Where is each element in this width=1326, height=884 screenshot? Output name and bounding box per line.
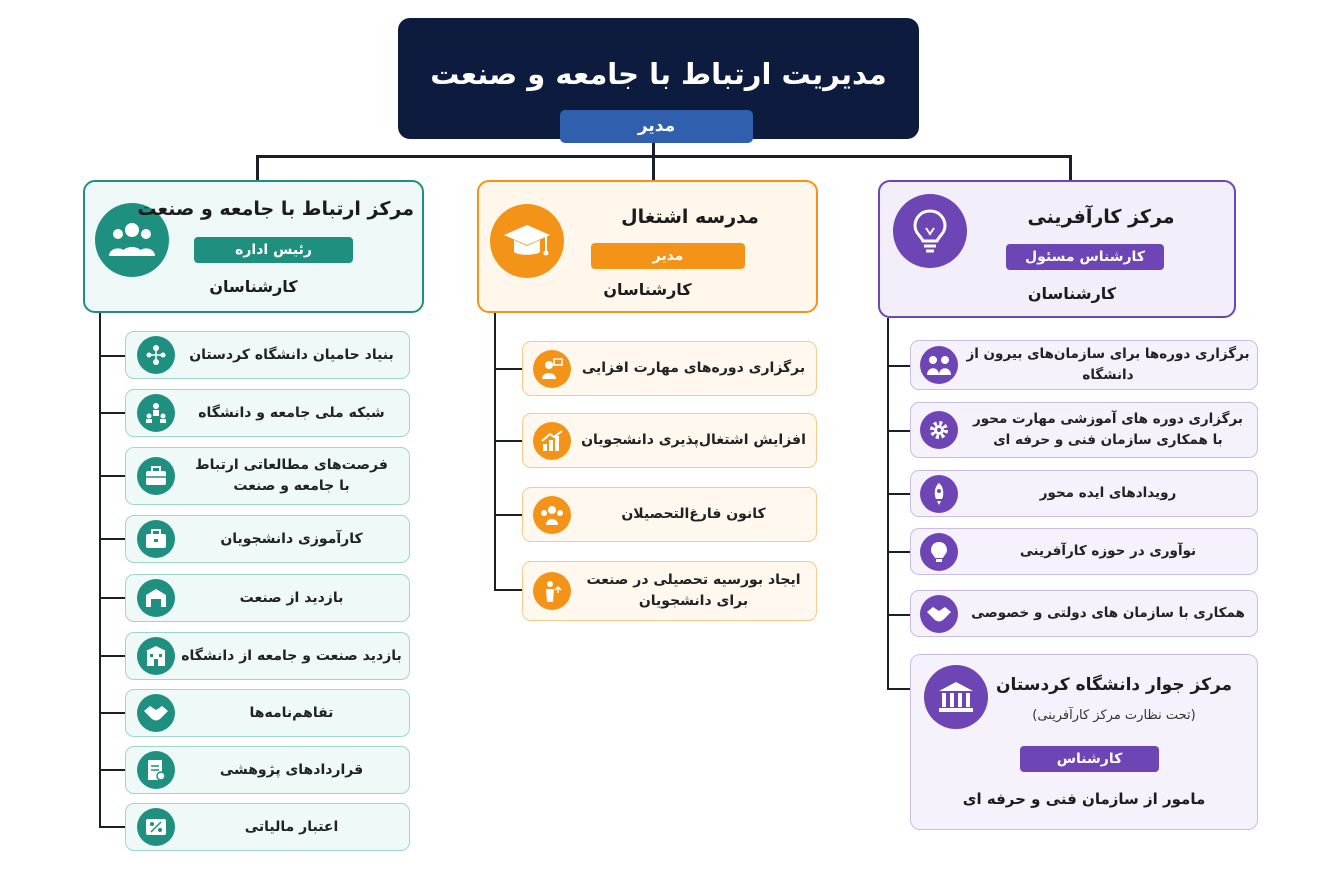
middle-head-role: مدیر — [591, 243, 745, 269]
graduation-cap-icon — [490, 204, 564, 278]
item-label: شبکه ملی جامعه و دانشگاه — [198, 404, 385, 421]
left-branch — [99, 655, 126, 657]
group-icon — [533, 496, 571, 534]
list-item — [910, 528, 1258, 575]
right-spine — [887, 318, 889, 690]
left-head-role: رئیس اداره — [194, 237, 353, 263]
middle-branch — [494, 514, 523, 516]
left-head-title: مرکز ارتباط با جامعه و صنعت — [137, 198, 414, 220]
right-branch — [887, 493, 911, 495]
top-title: مدیریت ارتباط با جامعه و صنعت — [430, 57, 887, 91]
list-item — [522, 341, 817, 396]
contract-icon — [137, 751, 175, 789]
list-item — [125, 803, 410, 851]
left-branch — [99, 355, 126, 357]
item-label: اعتبار مالیاتی — [244, 818, 339, 835]
left-branch — [99, 538, 126, 540]
middle-spine — [494, 313, 496, 591]
middle-head-box — [477, 180, 818, 313]
item-label: تفاهم‌نامه‌ها — [249, 704, 334, 721]
right-branch — [887, 430, 911, 432]
gear-icon — [920, 411, 958, 449]
right-branch — [887, 551, 911, 553]
handshake-icon — [920, 595, 958, 633]
building-icon — [137, 637, 175, 675]
list-item — [910, 340, 1258, 390]
item-label: کانون فارغ‌التحصیلان — [621, 506, 766, 522]
list-item — [910, 590, 1258, 637]
list-item — [910, 402, 1258, 458]
sub-center-role: کارشناس — [1020, 746, 1159, 772]
middle-branch — [494, 440, 523, 442]
right-head-box — [878, 180, 1236, 318]
right-head-staff: کارشناسان — [1027, 284, 1117, 303]
middle-head-title: مدرسه اشتغال — [621, 206, 759, 228]
item-label: بازدید صنعت و جامعه از دانشگاه — [181, 647, 402, 664]
briefcase-icon — [137, 520, 175, 558]
item-label: برگزاری دوره‌ها برای سازمان‌های بیرون از دانشگاه — [966, 346, 1250, 383]
list-item — [125, 746, 410, 794]
left-branch — [99, 826, 126, 828]
people-network-icon — [137, 394, 175, 432]
list-item — [522, 413, 817, 468]
percent-icon — [137, 808, 175, 846]
factory-icon — [137, 579, 175, 617]
lightbulb-icon — [893, 194, 967, 268]
list-item — [125, 632, 410, 680]
rocket-icon — [920, 475, 958, 513]
list-item — [125, 515, 410, 563]
briefcase-icon — [137, 457, 175, 495]
lightbulb-icon — [920, 533, 958, 571]
sub-center-staff: مامور از سازمان فنی و حرفه ای — [962, 790, 1206, 808]
item-label: کارآموزی دانشجویان — [220, 530, 363, 547]
left-head-staff: کارشناسان — [209, 277, 298, 296]
handshake-icon — [137, 694, 175, 732]
right-branch — [887, 365, 911, 367]
item-label: رویدادهای ایده محور — [1039, 485, 1177, 501]
item-label: برگزاری دوره‌های مهارت افزایی — [581, 360, 806, 376]
right-branch — [887, 614, 911, 616]
item-label: فرصت‌های مطالعاتی ارتباط با جامعه و صنعت — [195, 457, 388, 494]
left-head-box — [83, 180, 424, 313]
left-branch — [99, 412, 126, 414]
list-item — [522, 561, 817, 621]
sub-center-title: مرکز جوار دانشگاه کردستان — [995, 675, 1233, 695]
left-branch — [99, 712, 126, 714]
institution-icon — [924, 665, 988, 729]
left-branch — [99, 597, 126, 599]
middle-branch — [494, 589, 523, 591]
sub-center-subtitle: (تحت نظارت مرکز کارآفرینی) — [1032, 708, 1196, 723]
item-label: ایجاد بورسیه تحصیلی در صنعت برای دانشجویان — [586, 572, 801, 609]
top-role-badge: مدیر — [560, 110, 753, 143]
right-head-role: کارشناس مسئول — [1006, 244, 1164, 270]
middle-branch — [494, 368, 523, 370]
right-branch — [887, 688, 911, 690]
list-item — [125, 331, 410, 379]
middle-head-staff: کارشناسان — [603, 280, 692, 299]
connector-horizontal — [256, 155, 1072, 158]
item-label: قراردادهای پژوهشی — [219, 761, 364, 778]
list-item — [125, 447, 410, 505]
growth-chart-icon — [533, 422, 571, 460]
connector-left-drop — [256, 155, 259, 182]
group-icon — [920, 346, 958, 384]
list-item — [125, 389, 410, 437]
connector-middle-drop — [652, 155, 655, 182]
item-label: برگزاری دوره های آموزشی مهارت محور با همکاری سازمان فنی و حرفه ای — [972, 411, 1243, 448]
list-item — [125, 689, 410, 737]
item-label: همکاری با سازمان های دولتی و خصوصی — [971, 605, 1245, 621]
network-icon — [137, 336, 175, 374]
trainer-icon — [533, 350, 571, 388]
left-branch — [99, 769, 126, 771]
person-growth-icon — [533, 572, 571, 610]
list-item — [910, 470, 1258, 517]
item-label: افزایش اشتغال‌پذیری دانشجویان — [581, 432, 806, 448]
list-item — [125, 574, 410, 622]
item-label: نوآوری در حوزه کارآفرینی — [1019, 543, 1197, 559]
sub-center-box — [910, 654, 1258, 830]
item-label: بازدید از صنعت — [239, 589, 344, 606]
top-management-box — [398, 18, 919, 139]
item-label: بنیاد حامیان دانشگاه کردستان — [189, 346, 394, 363]
right-head-title: مرکز کارآفرینی — [1027, 206, 1175, 228]
list-item — [522, 487, 817, 542]
left-spine — [99, 313, 101, 828]
connector-right-drop — [1069, 155, 1072, 182]
left-branch — [99, 475, 126, 477]
